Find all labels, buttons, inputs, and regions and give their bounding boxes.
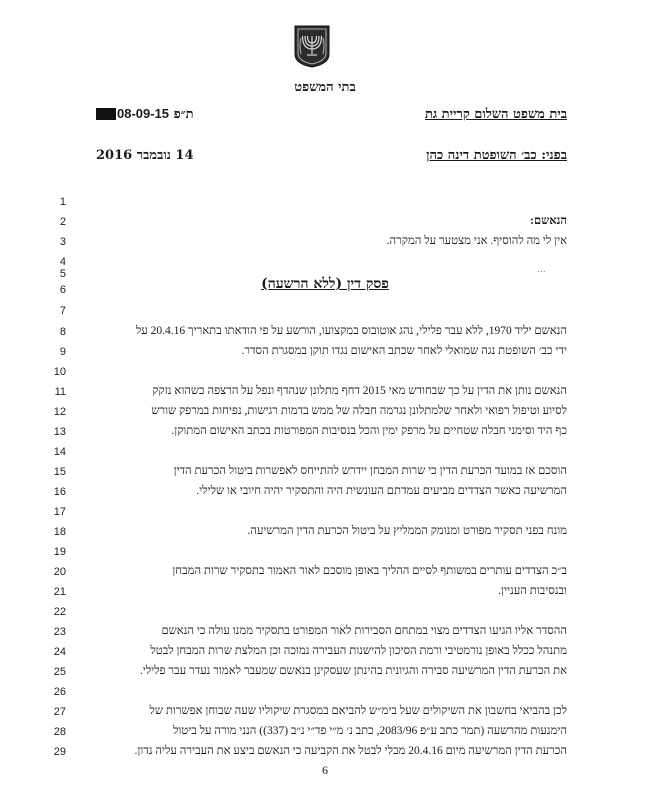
body-line: ההסדר אליו הגיעו הצדדים מצוי במתחם הסבירות לאור המפורט בתסקיר ממנו עולה כי הנאשם (161, 625, 567, 637)
judge-name: בפני: כב׳ השופטת דינה כהן (426, 148, 567, 163)
case-prefix: ת״פ (173, 107, 194, 122)
line-number: 19 (53, 546, 66, 558)
line-number: 13 (53, 426, 66, 438)
body-line: המרשיעה כאשר הצדדים מביעים עמדתם העונשית היה והתסקיר יהיה חיובי או שלילי. (196, 485, 567, 497)
line-number: 18 (53, 526, 66, 538)
line-number: 8 (59, 326, 66, 338)
body-line: את הכרעת הדין המרשיעה סבירה והגיונית בהינתן שעסקינן בנאשם שמעבר לאמור נעדר עבר פלילי. (139, 665, 567, 677)
line-number: 23 (53, 626, 66, 638)
line-number: 28 (53, 726, 66, 738)
line-number: 7 (59, 305, 66, 317)
body-line: הנאשם יליד 1970, ללא עבר פלילי, נהג אוטובוס במקצועו, הורשע על פי הודאתו בתאריך 20.4.16 על (135, 325, 567, 337)
line-number: 11 (54, 386, 66, 398)
defendant-statement: אין לי מה להוסיף. אני מצטער על המקרה. (386, 235, 567, 247)
line-number: 12 (53, 406, 66, 418)
line-number: 6 (59, 284, 66, 296)
body-line: ובנסיבות העניין. (498, 585, 567, 597)
line-number: 27 (53, 706, 66, 718)
line-number: 5 (59, 268, 66, 280)
line-number: 29 (53, 746, 66, 758)
page-number: 6 (322, 763, 328, 777)
line-number: 22 (53, 606, 66, 618)
line-number: 24 (53, 646, 66, 658)
body-line: הנאשם נותן את הדין על כך שבחודש מאי 2015 דחף מתלונן שנהדף ונפל על הרצפה כשהוא נזקק (152, 385, 567, 397)
margin-mark: ... (537, 265, 546, 275)
line-number: 25 (53, 666, 66, 678)
body-line: הכרעת הדין המרשיעה מיום 20.4.16 מבלי לבטל את הקביעה כי הנאשם ביצע את העבירה עליה נדון. (134, 745, 567, 757)
body-line: מונח בפני תסקיר מפורט ומנומק הממליץ על ביטול הכרעת הדין המרשיעה. (247, 525, 567, 537)
line-number: 26 (53, 686, 66, 698)
menorah-emblem-icon (293, 24, 331, 68)
case-number-value: 08-09-15 (117, 106, 170, 121)
hearing-date: 14 נובמבר 2016 (96, 148, 194, 163)
line-number: 21 (53, 586, 66, 598)
court-name: בית משפט השלום קריית גת (424, 107, 567, 122)
body-line: מתנהל ככלל באופן נורמטיבי ורמת הסיכון להישנות העבירה נמוכה וכן המלצת שרות המבחן לבטל (150, 645, 567, 657)
line-number: 10 (53, 366, 66, 378)
body-line: הימנעות מהרשעה (תמר כתב ע״פ 2083/96, כתב נ׳ מ״י פד״י נ״ב (337)) הנני מורה על ביטול (172, 725, 567, 737)
verdict-title-text: פסק דין (ללא הרשעה) (261, 276, 389, 292)
body-line: הוסכם אז במועד הכרעת הדין כי שרות המבחן יידרש להתייחס לאפשרות ביטול הכרעת הדין (173, 465, 567, 477)
case-number (96, 106, 194, 122)
body-line: לכן בהביאי בחשבון את השיקולים שעל בימ״ש להביאם במסגרת שיקוליו שעה שבוחן אפשרות של (149, 705, 567, 717)
line-number: 4 (59, 256, 66, 268)
body-line: ב״כ הצדדים עותרים במשותף לסיים ההליך באופן מוסכם לאור האמור בתסקיר שרות המבחן (172, 565, 567, 577)
line-number: 20 (53, 566, 66, 578)
body-line: לסיוע וטיפול רפואי ולאחר שלמתלונן נגרמה חבלה של ממש בדמות רגישות, נפיחות במרפק שורש (151, 405, 567, 417)
line-number: 16 (53, 486, 66, 498)
line-number: 17 (53, 506, 66, 518)
courts-heading: בתי המשפט (294, 80, 356, 95)
line-number: 1 (59, 196, 66, 208)
body-line: כף היד וסימני חבלה שטחיים על מרפק ימין והכל בנסיבות המפורטות בכתב האישום המתוקן. (171, 425, 567, 437)
line-number: 14 (53, 446, 66, 458)
line-number: 15 (53, 466, 66, 478)
redaction-block (96, 108, 116, 120)
line-number: 3 (59, 236, 66, 248)
body-line: ידי כב׳ השופטת נגה שמואלי לאחר שכתב האישום נגדו תוקן במסגרת הסדר. (241, 345, 567, 357)
line-number: 2 (59, 216, 66, 228)
defendant-label: הנאשם: (530, 215, 567, 227)
verdict-title (0, 276, 650, 293)
line-number: 9 (59, 346, 66, 358)
